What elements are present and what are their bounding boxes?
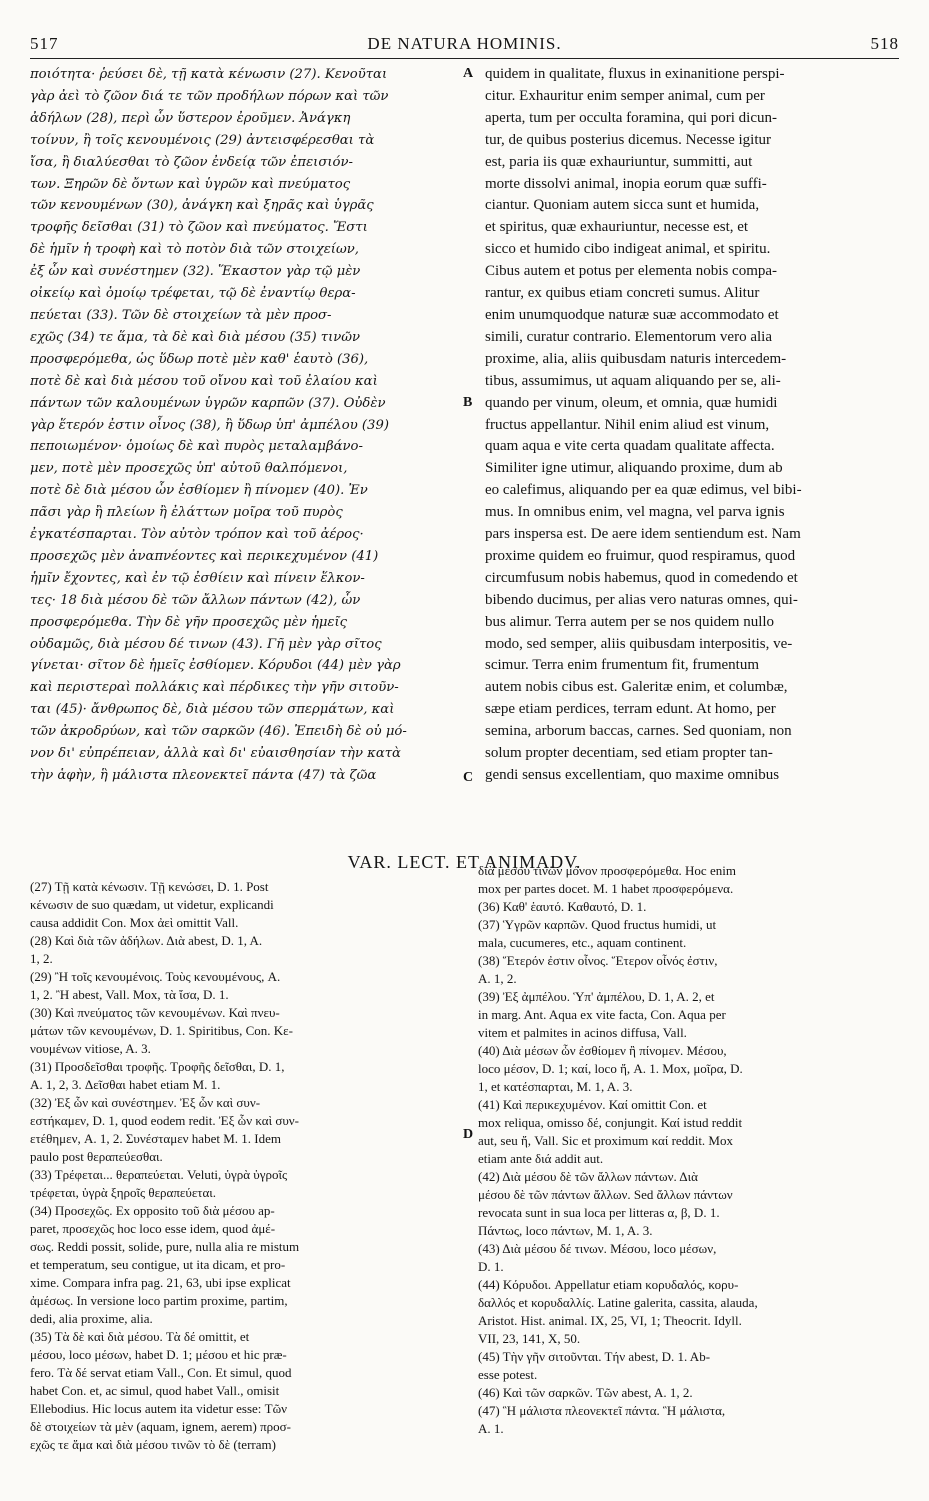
latin-line: mus. In omnibus enim, vel magna, vel parva ignis <box>485 504 785 521</box>
latin-line: aperta, tum per occulta foramina, qui pori dicun- <box>485 109 777 126</box>
note-line: (46) Καὶ τῶν σαρκῶν. Τῶν abest, A. 1, 2. <box>478 1385 693 1400</box>
latin-line: quidem in qualitate, fluxus in exinanitione perspi- <box>485 66 785 82</box>
note-line: dedi, alia proxime, alia. <box>30 1311 153 1326</box>
greek-line: τοίνυν, ἢ τοῖς κενουμένοις (29) ἀντεισφέρεσθαι τὰ <box>30 132 375 148</box>
greek-line: ται (45)· ἄνθρωπος δὲ, διὰ μέσου τῶν σπερμάτων, καὶ <box>30 702 395 718</box>
latin-line: gendi sensus excellentiam, quo maxime omnibus <box>485 767 780 783</box>
note-line: mox reliqua, omisso δέ, conjungit. Καί istud reddit <box>478 1115 743 1130</box>
latin-line: morte dissolvi animal, inopia eorum quæ suffi- <box>485 175 767 192</box>
note-line: xime. Compara infra pag. 21, 63, ubi ipse explicat <box>30 1275 291 1290</box>
note-line: μέσου, loco μέσων, habet D. 1; μέσου et hic præ- <box>30 1347 287 1362</box>
latin-line: pars inspersa est. De aere idem sentiendum est. Nam <box>485 526 801 543</box>
note-line: (27) Τῇ κατὰ κένωσιν. Τῇ κενώσει, D. 1. Post <box>30 879 269 894</box>
note-line: Aristot. Hist. animal. IX, 25, VI, 1; Theocrit. Idyll. <box>478 1313 742 1328</box>
note-line: A. 1, 2, 3. Δεῖσθαι habet etiam M. 1. <box>30 1077 221 1092</box>
note-line: σως. Reddi possit, solide, pure, nulla alia re mistum <box>30 1239 300 1254</box>
greek-line: ποτὲ δὲ καὶ διὰ μέσου τοῦ οἴνου καὶ τοῦ ἐλαίου καὶ <box>30 373 378 389</box>
note-line: (39) Ἐξ ἀμπέλου. Ὑπ' ἀμπέλου, D. 1, A. 2, et <box>478 989 715 1004</box>
latin-line: tibus, assumimus, ut aquam aliquando per se, ali- <box>485 372 781 389</box>
latin-line: Cibus autem et potus per elementa nobis compa- <box>485 263 778 280</box>
section-marker-c: C <box>463 770 474 785</box>
greek-line: των. Ξηρῶν δὲ ὄντων καὶ ὑγρῶν καὶ πνεύματος <box>30 176 351 192</box>
note-line: ετέθημεν, A. 1, 2. Συνέσταμεν habet M. 1. Idem <box>30 1131 281 1146</box>
greek-line: ποτὲ δὲ διὰ μέσου ὧν ἐσθίομεν ἢ πίνομεν (40). Ἐν <box>30 483 368 499</box>
latin-line: Similiter igne utimur, aliquando proxime, dum ab <box>485 460 783 477</box>
latin-line: eo calefimus, aliquando per ea quæ edimus, vel bibi- <box>485 482 802 499</box>
note-line: esse potest. <box>478 1367 538 1382</box>
note-line: εστήκαμεν, D. 1, quod eodem redit. Ἐξ ὧν καὶ συν- <box>30 1113 300 1128</box>
latin-line: citur. Exhauritur enim semper animal, cum per <box>485 87 765 104</box>
greek-line: προσφερόμεθα, ὡς ὕδωρ ποτὲ μὲν καθ' ἑαυτὸ (36), <box>30 351 369 367</box>
section-marker-b: B <box>463 395 473 410</box>
note-line: (41) Καὶ περικεχυμένον. Καί omittit Con. et <box>478 1097 707 1112</box>
latin-line: bus alimur. Terra autem per se nos quidem nullo <box>485 613 775 630</box>
greek-line: εχῶς (34) τε ἅμα, τὰ δὲ καὶ διὰ μέσου (35) τινῶν <box>30 329 361 345</box>
greek-line: γὰρ ἀεὶ τὸ ζῶον διά τε τῶν προδήλων πόρων καὶ τῶν <box>30 88 389 104</box>
latin-line: solum propter decentiam, sed etiam propter tan- <box>485 745 773 762</box>
greek-line: πάντων τῶν καλουμένων ὑγρῶν καρπῶν (37). Οὐδὲν <box>30 395 386 411</box>
greek-line: ποιότητα· ῥεύσει δὲ, τῇ κατὰ κένωσιν (27). Κενοῦται <box>30 67 388 82</box>
page-number-right: 518 <box>870 34 899 53</box>
greek-line: μεν, ποτὲ μὲν προσεχῶς ὑπ' αὐτοῦ θαλπόμενοι, <box>30 461 348 477</box>
greek-line: ἀδήλων (28), περὶ ὧν ὕστερον ἐροῦμεν. Ἀνάγκη <box>30 110 351 126</box>
note-line: Πάντως, loco πάντων, M. 1, A. 3. <box>478 1223 653 1238</box>
latin-line: ciantur. Quoniam autem sicca sunt et humida, <box>485 197 760 214</box>
note-line: vitem et palmites in acinos diffusa, Vall. <box>478 1025 687 1040</box>
note-line: habet Con. et, ac simul, quod habet Vall., omisit <box>30 1383 280 1398</box>
greek-line: νον δι' εὐπρέπειαν, ἀλλὰ καὶ δι' εὐαισθησίαν τὴν κατὰ <box>30 746 401 762</box>
note-line: A. 1, 2. <box>478 971 517 986</box>
notes-left-column <box>30 878 455 1454</box>
latin-line: semina, arborum baccas, carnes. Sed quoniam, non <box>485 723 792 740</box>
note-line: loco μέσον, D. 1; καί, loco ἤ, A. 1. Mox, μοῖρα, D. <box>478 1061 743 1076</box>
latin-line: scimur. Terra enim frumentum fit, frumentum <box>485 657 760 674</box>
latin-line: est, paria iis quæ exhauriuntur, summitti, aut <box>485 153 753 170</box>
running-title: DE NATURA HOMINIS. <box>367 34 562 53</box>
greek-line: δὲ ἡμῖν ἡ τροφὴ καὶ τὸ ποτὸν διὰ τῶν στοιχείων, <box>30 242 359 258</box>
greek-line: καὶ περιστεραὶ πολλάκις καὶ πέρδικες τὴν γῆν σιτοῦν- <box>30 680 399 696</box>
note-line: μέσου δὲ τῶν πάντων ἄλλων. Sed ἄλλων πάντων <box>478 1187 733 1202</box>
note-line: fero. Τὰ δέ servat etiam Vall., Con. Et simul, quod <box>30 1365 292 1380</box>
note-line: D. 1. <box>478 1259 504 1274</box>
note-line: (44) Κόρυδοι. Appellatur etiam κορυδαλός, κορυ- <box>478 1277 739 1292</box>
latin-line: sicco et humido cibo indigeat animal, et spiritu. <box>485 241 771 258</box>
latin-line: tur, de quibus posterius dicemus. Necesse igitur <box>485 131 772 148</box>
greek-line: τῶν κενουμένων (30), ἀνάγκη καὶ ξηρᾶς καὶ ὑγρᾶς <box>30 198 374 214</box>
note-line: (35) Τὰ δὲ καὶ διὰ μέσου. Τὰ δέ omittit, et <box>30 1329 250 1344</box>
latin-line: quam aqua e vite certa quadam qualitate affecta. <box>485 438 775 455</box>
latin-line: rantur, ex quibus etiam concreti sumus. Alitur <box>485 285 760 302</box>
note-line: VII, 23, 141, X, 50. <box>478 1331 581 1346</box>
header-rule <box>30 58 899 59</box>
greek-line: τὴν ἁφὴν, ἣ μάλιστα πλεονεκτεῖ πάντα (47) τὰ ζῶα <box>30 768 377 783</box>
latin-line: fructus appellantur. Nihil enim aliud est vinum, <box>485 416 770 433</box>
note-line: in marg. Ant. Aqua ex vite facta, Con. Aqua per <box>478 1007 726 1022</box>
note-line: revocata sunt in sua loca per litteras α, β, D. 1. <box>478 1205 720 1220</box>
note-line: τρέφεται, ὑγρὰ ξηροῖς θεραπεύεται. <box>30 1185 217 1200</box>
note-line: (38) Ἕτερόν ἐστιν οἶνος. Ἕτερον οἶνός ἐστιν, <box>478 953 718 968</box>
latin-line: circumfusum nobis habemus, quod in comedendo et <box>485 569 798 586</box>
note-line: mala, cucumeres, etc., aquam continent. <box>478 935 687 950</box>
note-line: ἀμέσως. In versione loco partim proxime, partim, <box>30 1293 288 1308</box>
note-line: (43) Διὰ μέσου δέ τινων. Μέσου, loco μέσων, <box>478 1241 717 1256</box>
note-line: (34) Προσεχῶς. Ex opposito τοῦ διὰ μέσου ap- <box>30 1203 275 1218</box>
note-line: (47) Ἣ μάλιστα πλεονεκτεῖ πάντα. Ἣ μάλιστα, <box>478 1403 726 1418</box>
section-marker-d: D <box>463 1127 474 1142</box>
greek-line: τῶν ἀκροδρύων, καὶ τῶν σαρκῶν (46). Ἐπειδὴ δὲ οὐ μό- <box>30 724 407 740</box>
latin-line: modo, sed semper, aliis quibusdam interpositis, ve- <box>485 635 793 652</box>
latin-line: proxime quidem eo fruimur, quod respiramus, quod <box>485 547 796 564</box>
note-line: (31) Προσδεῖσθαι τροφῆς. Τροφῆς δεῖσθαι, D. 1, <box>30 1059 285 1074</box>
note-line: (28) Καὶ διὰ τῶν ἀδήλων. Διὰ abest, D. 1, A. <box>30 933 263 948</box>
greek-line: γὰρ ἕτερόν ἐστιν οἶνος (38), ἢ ὕδωρ ὑπ' ἀμπέλου (39) <box>30 417 389 433</box>
latin-line: sæpe etiam perdices, terram edunt. At homo, per <box>485 701 776 718</box>
latin-line: simili, curatur contrario. Elementorum vero alia <box>485 328 772 345</box>
note-line: paulo post θεραπεύεσθαι. <box>30 1149 163 1164</box>
greek-line: πεποιωμένον· ὁμοίως δὲ καὶ πυρὸς μεταλαμβάνο- <box>30 439 363 455</box>
note-line: μάτων τῶν κενουμένων, D. 1. Spiritibus, Con. Κε- <box>30 1023 293 1038</box>
section-marker-a: A <box>463 66 474 81</box>
note-line: (40) Διὰ μέσων ὧν ἐσθίομεν ἢ πίνομεν. Μέσου, <box>478 1043 727 1058</box>
latin-line: enim unumquodque naturæ suæ accommodato et <box>485 306 779 323</box>
note-line: 1, 2. Ἢ abest, Vall. Mox, τὰ ἴσα, D. 1. <box>30 987 229 1002</box>
note-line: διὰ μέσου τινῶν μόνον προσφερόμεθα. Hoc enim <box>478 863 736 878</box>
latin-line: bibendo ducimus, per alias vero naturas omnes, qui- <box>485 591 798 608</box>
greek-line: οἰκείῳ καὶ ὁμοίῳ τρέφεται, τῷ δὲ ἐναντίῳ θερα- <box>30 286 356 302</box>
note-line: δὲ στοιχείων τὰ μὲν (aquam, ignem, aerem) προσ- <box>30 1419 292 1434</box>
latin-line: proxime, alia, aliis quibusdam naturis intercedem- <box>485 350 787 367</box>
note-line: κένωσιν de suo quædam, ut videtur, explicandi <box>30 897 274 912</box>
latin-line: quando per vinum, oleum, et omnia, quæ humidi <box>485 394 778 411</box>
greek-text-column <box>30 64 450 787</box>
greek-line: ἴσα, ἢ διαλύεσθαι τὸ ζῶον ἐνδείᾳ τῶν ἐπεισιόν- <box>30 154 353 170</box>
greek-line: γίνεται· σῖτον δὲ ἡμεῖς ἐσθίομεν. Κόρυδοι (44) μὲν γὰρ <box>30 658 401 674</box>
note-line: (29) Ἢ τοῖς κενουμένοις. Τοὺς κενουμένους, A. <box>30 969 281 984</box>
note-line: (33) Τρέφεται... θεραπεύεται. Veluti, ὑγρὰ ὑγροῖς <box>30 1167 288 1182</box>
greek-line: προσφερόμεθα. Τὴν δὲ γῆν προσεχῶς μὲν ἡμεῖς <box>30 614 348 630</box>
latin-line: autem nobis cibus est. Galeritæ enim, et columbæ, <box>485 679 788 696</box>
note-line: (37) Ὑγρῶν καρπῶν. Quod fructus humidi, ut <box>478 917 717 932</box>
note-line: δαλλός et κορυδαλλίς. Latine galerita, cassita, alauda, <box>478 1295 758 1310</box>
page-number-left: 517 <box>30 34 59 53</box>
variant-readings-heading: VAR. LECT. ET ANIMADV. <box>347 852 582 872</box>
note-line: Ellebodius. Hic locus autem ita videtur esse: Τῶν <box>30 1401 288 1416</box>
note-line: εχῶς τε ἅμα καὶ διὰ μέσου τινῶν τὸ δὲ (terram) <box>30 1437 276 1452</box>
note-line: A. 1. <box>478 1421 504 1436</box>
notes-right-column <box>478 862 903 1438</box>
greek-line: ἡμῖν ἔχοντες, καὶ ἐν τῷ ἐσθίειν καὶ πίνειν ἕλκον- <box>30 570 365 586</box>
greek-line: τροφῆς δεῖσθαι (31) τὸ ζῶον καὶ πνεύματος. Ἔστι <box>30 220 368 236</box>
greek-line: ἐγκατέσπαρται. Τὸν αὐτὸν τρόπον καὶ τοῦ ἀέρος· <box>30 527 364 543</box>
note-line: (42) Διὰ μέσου δὲ τῶν ἄλλων πάντων. Διὰ <box>478 1169 698 1184</box>
greek-line: τες· 18 διὰ μέσου δὲ τῶν ἄλλων πάντων (42), ὧν <box>30 592 361 608</box>
note-line: (30) Καὶ πνεύματος τῶν κενουμένων. Καὶ πνευ- <box>30 1005 280 1020</box>
greek-line: ἐξ ὧν καὶ συνέστημεν (32). Ἕκαστον γὰρ τῷ μὲν <box>30 264 361 280</box>
note-line: etiam ante διά addit aut. <box>478 1151 604 1166</box>
note-line: paret, προσεχῶς hoc loco esse idem, quod ἀμέ- <box>30 1221 276 1236</box>
note-line: (36) Καθ' ἑαυτό. Καθαυτό, D. 1. <box>478 899 647 914</box>
greek-line: πεύεται (33). Τῶν δὲ στοιχείων τὰ μὲν προσ- <box>30 307 332 323</box>
note-line: mox per partes docet. M. 1 habet προσφερόμενα. <box>478 881 734 896</box>
greek-line: πᾶσι γὰρ ἢ πλείων ἢ ἐλάττων μοῖρα τοῦ πυρὸς <box>30 505 343 521</box>
note-line: et temperatum, seu contigue, ut ita dicam, et pro- <box>30 1257 286 1272</box>
note-line: νουμένων vitiose, A. 3. <box>30 1041 151 1056</box>
note-line: 1, 2. <box>30 951 53 966</box>
latin-text-column <box>485 64 900 787</box>
note-line: (45) Τὴν γῆν σιτοῦνται. Τήν abest, D. 1. Ab- <box>478 1349 711 1364</box>
greek-line: προσεχῶς μὲν ἀναπνέοντες καὶ περικεχυμένον (41) <box>30 548 379 564</box>
note-line: (32) Ἐξ ὧν καὶ συνέστημεν. Ἐξ ὧν καὶ συν- <box>30 1095 261 1110</box>
running-header <box>30 34 899 56</box>
greek-line: οὐδαμῶς, διὰ μέσου δέ τινων (43). Γῆ μὲν γὰρ σῖτος <box>30 636 382 652</box>
note-line: 1, et κατέσπαρται, M. 1, A. 3. <box>478 1079 633 1094</box>
note-line: causa addidit Con. Mox ἀεὶ omittit Vall. <box>30 915 239 930</box>
note-line: aut, seu ἤ, Vall. Sic et proximum καί reddit. Mox <box>478 1133 733 1148</box>
latin-line: et spiritus, quæ exhauriuntur, necesse est, et <box>485 219 749 236</box>
